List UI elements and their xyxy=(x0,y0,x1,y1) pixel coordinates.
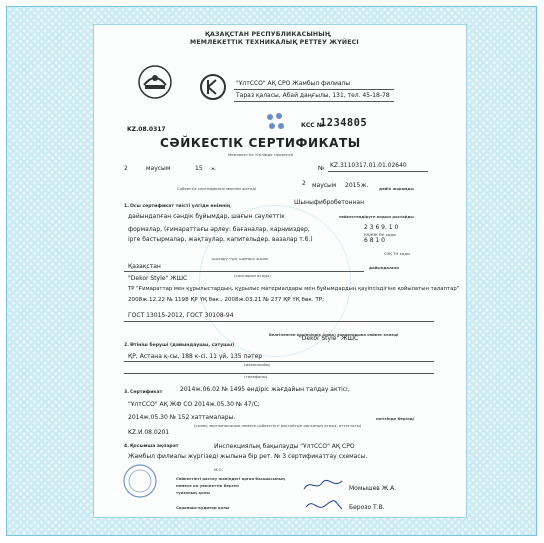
lab-number: KZ.И.08.0201 xyxy=(128,429,170,436)
kz-conformity-mark-icon xyxy=(199,73,227,101)
auditor-signature-icon xyxy=(304,497,344,513)
norms-suffix: белгіленген қауіпсіздік (сапа) талаптарына сәйкес келеді xyxy=(269,332,399,337)
inspection-num: 4. xyxy=(124,444,129,449)
reg-year-word: ж. xyxy=(211,167,217,172)
product-value: Шыныфибробетоннан xyxy=(294,199,365,206)
rule xyxy=(234,89,394,90)
origin-hint: шығару түрі, шығару жылы xyxy=(212,256,268,261)
product-line-4: ірге бастырмалар, жақтаулар, капительдер, вазалар т.б.) xyxy=(128,236,313,243)
validity-label: Сәйкестік сертификаты мерзімі жетеді xyxy=(177,186,256,191)
basis-num: 3. xyxy=(124,390,129,395)
reg-full-number: KZ.3110317.01.01.02640 xyxy=(330,162,407,169)
made-label: дайындалған xyxy=(369,265,400,270)
sig-left-1: Сәйкестікті растау жөніндегі орган басшысының xyxy=(176,476,286,481)
rule xyxy=(234,101,394,102)
basis-line-3: 2014ж.05.30 № 152 хаттамалары. xyxy=(128,414,236,421)
head-signature-icon xyxy=(302,477,344,493)
sig-left-2: немесе ол уәкілеттік берген xyxy=(176,483,239,488)
applicant-address: ҚР, Астана қ-сы, 188 к-сі, 11 үй, 135 пәтер xyxy=(128,353,263,360)
basis-hint: (сынақ зертханасының немесе сәйкестікті растайтын органның атауы, аттестаты) xyxy=(194,423,362,428)
rule xyxy=(124,373,434,374)
subtitle: Мемлекеттік тізілімде тіркелген xyxy=(228,152,294,157)
org-name: "ҰлтССО" АҚ СРО Жамбыл филиалы xyxy=(236,80,351,87)
reg-number: KZ.08.0317 xyxy=(127,126,166,133)
reg-year: 15 xyxy=(195,165,203,172)
sig-left-3: тұлғаның қолы xyxy=(176,490,210,495)
auditor-label: Сарапшы-аудитор қолы xyxy=(176,505,230,510)
inspection-line-1: Инспекциялық бақылауды "ҰлтССО" АҚ СРО xyxy=(214,443,355,450)
reg-no-label: № xyxy=(318,165,325,172)
rule xyxy=(124,361,434,362)
applicant-hint-2: (телефоны) xyxy=(244,374,268,379)
rule xyxy=(124,271,364,272)
applicant-name-top: "Dekor Style" ЖШС xyxy=(299,335,359,342)
page-title: СӘЙКЕСТІК СЕРТИФИКАТЫ xyxy=(160,136,361,150)
applicant-num: 2. xyxy=(124,343,129,348)
header-line-2: МЕМЛЕКЕТТІК ТЕХНИКАЛЫҚ РЕТТЕУ ЖҮЙЕСІ xyxy=(190,39,359,46)
code-2-sub: СЭҚ ТН коды xyxy=(384,251,410,256)
kss-number: 1234805 xyxy=(320,117,368,129)
org-address: Тараз қаласы, Абай даңғылы, 131, тел. 45-18-78 xyxy=(236,92,390,99)
certificate-sheet xyxy=(93,24,467,518)
applicant-hint-1: (мекенжайы) xyxy=(244,362,271,367)
rule xyxy=(124,321,434,322)
auditor-name: Берозо Т.В. xyxy=(349,504,385,511)
basis-line-1: 2014ж.06.02 № 1495 өндіріс жағдайын талдау актісі, xyxy=(180,386,350,393)
norms-line-2: 2008ж.12.22 № 1198 ҚР ҮҚ бөк., 2008ж.03.21 № 277 ҚР ҮҚ бөк. ТР; xyxy=(128,297,324,303)
product-num: 1. xyxy=(124,204,129,209)
validity-year: 2015 xyxy=(345,182,361,189)
applicant-label: Өтініш беруші (дайындаушы, сатушы) xyxy=(130,343,235,348)
basis-issued: негізінде берілді xyxy=(376,416,414,421)
origin-country: Қазақстан xyxy=(128,263,161,270)
validity-day: 2 xyxy=(302,180,306,187)
maker-hint: (кәсіпорын атауы) xyxy=(234,273,271,278)
certificate-border xyxy=(6,6,537,536)
validity-month: маусым xyxy=(312,182,337,189)
product-label: Осы сертификат тиісті үлгіде өнімнің xyxy=(130,204,231,209)
rule xyxy=(328,171,428,172)
head-name: Момышев Ж.А. xyxy=(349,485,397,492)
seal-label: М.О. xyxy=(214,467,223,472)
inspection-line-2: Жамбыл филиалы жүргізеді жылына бір рет. № 3 сертификаттау схемасы. xyxy=(128,453,368,460)
validity-suffix: дейін жарамды xyxy=(379,186,414,191)
product-line-3: формалар, (ғимараттағы әрлеу: бағаналар, карнииздер, xyxy=(128,226,310,233)
emblem-logo-icon xyxy=(136,63,174,101)
reg-month: маусым xyxy=(146,165,171,172)
reg-day: 2 xyxy=(124,165,128,172)
code-2: 6 8 1 0 xyxy=(364,237,385,244)
code-1-sub: КҚЖЖ ӨК коды xyxy=(364,232,396,237)
norms-line-3: ГОСТ 13015-2012, ГОСТ 30108-94 xyxy=(128,312,234,319)
round-seal-icon xyxy=(122,463,158,499)
product-line-2: дайындалған сәндік бұйымдар, шағын сәулеттік xyxy=(128,213,285,220)
maker: "Dekor Style" ЖШС xyxy=(128,275,188,282)
code-1: 2 3 6 9. 1 0 xyxy=(364,224,399,231)
validity-year-word: ж. xyxy=(361,182,369,189)
basis-line-2: "ҰлтССО" АҚ ЖФ СО 2014ж.05.30 № 47/С; xyxy=(128,401,260,408)
barcode-stamp-icon xyxy=(264,111,286,133)
inspection-label: Қосымша ақпарат xyxy=(130,444,179,449)
kss-label: КСС № xyxy=(301,122,325,129)
code-label: сәйкестендіруге кодын растайды xyxy=(339,214,414,219)
norms-line-1: ТР "Ғимараттар мен құрылыстардың, құрылыс материалдары мен бұйымдардың қауіпсіздігіне қойылатын талаптар" xyxy=(128,286,460,292)
basis-label: Сертификат xyxy=(130,390,163,395)
header-line-1: ҚАЗАҚСТАН РЕСПУБЛИКАСЫНЫҢ xyxy=(205,31,332,38)
